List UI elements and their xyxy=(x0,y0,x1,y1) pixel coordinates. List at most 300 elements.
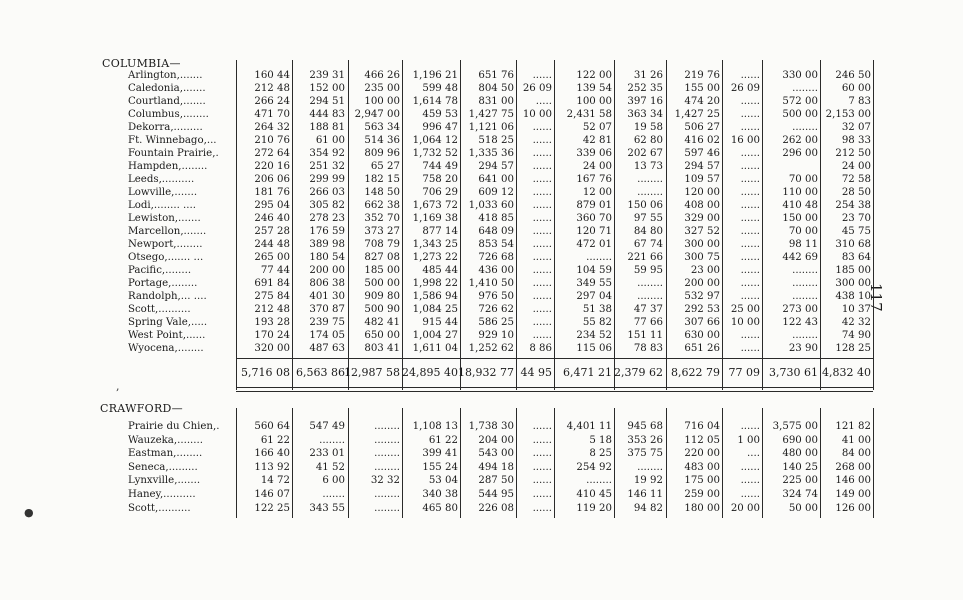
amount-cell: 307 66 xyxy=(684,317,720,328)
amount-cell: 474 20 xyxy=(684,96,720,107)
amount-cell: 234 52 xyxy=(576,330,612,341)
amount-cell: 2,153 00 xyxy=(825,109,871,120)
amount-cell: 212 50 xyxy=(835,148,871,159)
column-rule xyxy=(348,408,349,518)
amount-cell: 55 82 xyxy=(582,317,612,328)
town-name: Eastman,........ xyxy=(128,448,203,460)
town-name: Ft. Winnebago,... xyxy=(128,135,217,146)
amount-cell: ...... xyxy=(532,421,552,432)
table-row xyxy=(0,252,963,264)
amount-cell: 84 00 xyxy=(841,448,871,460)
amount-cell: 343 55 xyxy=(309,502,345,514)
amount-cell: 1,673 72 xyxy=(412,200,458,211)
amount-cell: 563 34 xyxy=(364,122,400,133)
amount-cell: 23 70 xyxy=(841,213,871,224)
amount-cell: 268 00 xyxy=(835,461,871,473)
amount-cell: 167 76 xyxy=(576,174,612,185)
table-row xyxy=(0,148,963,160)
amount-cell: 5 18 xyxy=(589,434,612,446)
amount-cell: 299 99 xyxy=(309,174,345,185)
amount-cell: 23 90 xyxy=(788,343,818,354)
column-rule xyxy=(554,408,555,518)
table-row xyxy=(0,239,963,251)
total-cell: 18,932 77 xyxy=(458,366,514,379)
amount-cell: 275 84 xyxy=(254,291,290,302)
amount-cell: 1,738 30 xyxy=(468,421,514,432)
ink-mark: , xyxy=(116,380,120,393)
amount-cell: 51 38 xyxy=(582,304,612,315)
amount-cell: 42 81 xyxy=(582,135,612,146)
amount-cell: 706 29 xyxy=(422,187,458,198)
amount-cell: ...... xyxy=(532,70,552,81)
amount-cell: ...... xyxy=(740,330,760,341)
amount-cell: 174 05 xyxy=(309,330,345,341)
amount-cell: 180 54 xyxy=(309,252,345,263)
amount-cell: 61 22 xyxy=(428,434,458,446)
amount-cell: 10 00 xyxy=(730,317,760,328)
amount-cell: 465 80 xyxy=(422,502,458,514)
amount-cell: 140 25 xyxy=(782,461,818,473)
amount-cell: 650 00 xyxy=(364,330,400,341)
column-rule xyxy=(873,60,874,390)
amount-cell: 254 92 xyxy=(576,461,612,473)
table-row xyxy=(0,109,963,121)
amount-cell: 339 06 xyxy=(576,148,612,159)
amount-cell: ...... xyxy=(740,252,760,263)
table-row xyxy=(0,174,963,186)
amount-cell: 572 00 xyxy=(782,96,818,107)
amount-cell: ...... xyxy=(740,174,760,185)
amount-cell: 83 64 xyxy=(841,252,871,263)
column-rule xyxy=(762,60,763,390)
amount-cell: 827 08 xyxy=(364,252,400,263)
amount-cell: 31 26 xyxy=(633,70,663,81)
amount-cell: 60 00 xyxy=(841,83,871,94)
amount-cell: 599 48 xyxy=(422,83,458,94)
amount-cell: 182 15 xyxy=(364,174,400,185)
table-row xyxy=(0,475,963,487)
amount-cell: 324 74 xyxy=(782,489,818,500)
section-title-columbia: COLUMBIA— xyxy=(102,57,181,70)
town-name: Marcellon,....... xyxy=(128,226,207,237)
column-rule xyxy=(292,408,293,518)
amount-cell: ...... xyxy=(740,461,760,473)
amount-cell: 518 25 xyxy=(478,135,514,146)
amount-cell: 480 00 xyxy=(782,448,818,460)
amount-cell: 410 48 xyxy=(782,200,818,211)
town-name: Dekorra,......... xyxy=(128,122,203,133)
amount-cell: 202 67 xyxy=(627,148,663,159)
amount-cell: ...... xyxy=(532,252,552,263)
amount-cell: 1,084 25 xyxy=(412,304,458,315)
amount-cell: 648 09 xyxy=(478,226,514,237)
amount-cell: ...... xyxy=(740,343,760,354)
amount-cell: 831 00 xyxy=(478,96,514,107)
amount-cell: 104 59 xyxy=(576,265,612,276)
amount-cell: ........ xyxy=(637,461,663,473)
amount-cell: 879 01 xyxy=(576,200,612,211)
town-name: Caledonia,....... xyxy=(128,83,206,94)
amount-cell: 239 75 xyxy=(309,317,345,328)
amount-cell: ...... xyxy=(740,239,760,250)
column-rule xyxy=(722,408,723,518)
amount-cell: 482 41 xyxy=(364,317,400,328)
total-cell: 4,832 40 xyxy=(822,366,871,379)
column-rule xyxy=(666,408,667,518)
table-row xyxy=(0,187,963,199)
amount-cell: 708 79 xyxy=(364,239,400,250)
amount-cell: 126 00 xyxy=(835,502,871,514)
amount-cell: ...... xyxy=(740,148,760,159)
amount-cell: 1,273 22 xyxy=(412,252,458,263)
amount-cell: 1,169 38 xyxy=(412,213,458,224)
amount-cell: ...... xyxy=(532,265,552,276)
amount-cell: 1,611 04 xyxy=(412,343,458,354)
amount-cell: 10 37 xyxy=(841,304,871,315)
amount-cell: 176 59 xyxy=(309,226,345,237)
amount-cell: 597 46 xyxy=(684,148,720,159)
amount-cell: 500 00 xyxy=(364,278,400,289)
amount-cell: 109 57 xyxy=(684,174,720,185)
amount-cell: ...... xyxy=(532,461,552,473)
town-name: Leeds,.......... xyxy=(128,174,195,185)
amount-cell: 122 25 xyxy=(254,502,290,514)
amount-cell: ...... xyxy=(532,304,552,315)
amount-cell: 146 07 xyxy=(254,489,290,500)
amount-cell: 264 32 xyxy=(254,122,290,133)
amount-cell: 494 18 xyxy=(478,461,514,473)
amount-cell: 327 52 xyxy=(684,226,720,237)
amount-cell: 149 00 xyxy=(835,489,871,500)
amount-cell: 180 00 xyxy=(684,502,720,514)
amount-cell: 500 90 xyxy=(364,304,400,315)
amount-cell: 74 90 xyxy=(841,330,871,341)
amount-cell: 16 00 xyxy=(730,135,760,146)
amount-cell: 246 50 xyxy=(835,70,871,81)
amount-cell: ........ xyxy=(792,122,818,133)
amount-cell: 408 00 xyxy=(684,200,720,211)
amount-cell: 442 69 xyxy=(782,252,818,263)
amount-cell: 112 05 xyxy=(684,434,720,446)
amount-cell: 32 07 xyxy=(841,122,871,133)
amount-cell: 349 55 xyxy=(576,278,612,289)
amount-cell: 6 00 xyxy=(322,475,345,487)
amount-cell: 28 50 xyxy=(841,187,871,198)
amount-cell: 485 44 xyxy=(422,265,458,276)
amount-cell: ...... xyxy=(740,187,760,198)
amount-cell: 272 64 xyxy=(254,148,290,159)
amount-cell: 52 07 xyxy=(582,122,612,133)
town-name: Courtland,....... xyxy=(128,96,206,107)
amount-cell: 310 68 xyxy=(835,239,871,250)
amount-cell: ...... xyxy=(740,265,760,276)
amount-cell: 50 00 xyxy=(788,502,818,514)
total-cell: 3,730 61 xyxy=(769,366,818,379)
amount-cell: 294 51 xyxy=(309,96,345,107)
amount-cell: 53 04 xyxy=(428,475,458,487)
amount-cell: 61 22 xyxy=(260,434,290,446)
town-name: Hampden,........ xyxy=(128,161,208,172)
amount-cell: 609 12 xyxy=(478,187,514,198)
column-rule xyxy=(873,408,874,518)
town-name: Lodi,........ .... xyxy=(128,200,197,211)
amount-cell: 397 16 xyxy=(627,96,663,107)
amount-cell: 399 41 xyxy=(422,448,458,460)
amount-cell: 146 00 xyxy=(835,475,871,487)
amount-cell: 62 80 xyxy=(633,135,663,146)
amount-cell: 1,998 22 xyxy=(412,278,458,289)
amount-cell: 119 20 xyxy=(576,502,612,514)
amount-cell: 500 00 xyxy=(782,109,818,120)
amount-cell: 25 00 xyxy=(730,304,760,315)
amount-cell: 483 00 xyxy=(684,461,720,473)
amount-cell: 24 00 xyxy=(582,161,612,172)
total-cell: 6,471 21 xyxy=(563,366,612,379)
amount-cell: 41 00 xyxy=(841,434,871,446)
amount-cell: 113 92 xyxy=(254,461,290,473)
amount-cell: ...... xyxy=(532,213,552,224)
amount-cell: 909 80 xyxy=(364,291,400,302)
total-cell: 44 95 xyxy=(520,366,552,379)
amount-cell: ...... xyxy=(740,278,760,289)
amount-cell: ...... xyxy=(532,291,552,302)
amount-cell: 945 68 xyxy=(627,421,663,432)
amount-cell: 239 31 xyxy=(309,70,345,81)
amount-cell: 329 00 xyxy=(684,213,720,224)
amount-cell: 444 83 xyxy=(309,109,345,120)
amount-cell: ...... xyxy=(532,161,552,172)
amount-cell: 320 00 xyxy=(254,343,290,354)
table-row xyxy=(0,435,963,447)
amount-cell: 804 50 xyxy=(478,83,514,94)
total-cell: 24,895 40 xyxy=(402,366,458,379)
column-rule xyxy=(762,408,763,518)
amount-cell: ........ xyxy=(374,448,400,460)
amount-cell: 160 44 xyxy=(254,70,290,81)
amount-cell: 19 92 xyxy=(633,475,663,487)
table-row xyxy=(0,161,963,173)
amount-cell: 72 58 xyxy=(841,174,871,185)
amount-cell: 8 86 xyxy=(529,343,552,354)
column-rule xyxy=(516,60,517,390)
table-row xyxy=(0,213,963,225)
town-name: Lowville,....... xyxy=(128,187,198,198)
amount-cell: 150 06 xyxy=(627,200,663,211)
amount-cell: 758 20 xyxy=(422,174,458,185)
amount-cell: ...... xyxy=(532,148,552,159)
town-name: Arlington,....... xyxy=(128,70,203,81)
amount-cell: 246 40 xyxy=(254,213,290,224)
town-name: Wauzeka,........ xyxy=(128,434,204,446)
amount-cell: ...... xyxy=(740,226,760,237)
amount-cell: 363 34 xyxy=(627,109,663,120)
total-cell: 77 09 xyxy=(728,366,760,379)
amount-cell: 996 47 xyxy=(422,122,458,133)
amount-cell: ........ xyxy=(374,461,400,473)
column-rule xyxy=(820,60,821,390)
town-name: Fountain Prairie,. xyxy=(128,148,219,159)
amount-cell: 806 38 xyxy=(309,278,345,289)
amount-cell: 185 00 xyxy=(835,265,871,276)
amount-cell: 410 45 xyxy=(576,489,612,500)
amount-cell: 726 68 xyxy=(478,252,514,263)
amount-cell: 375 75 xyxy=(627,448,663,460)
town-name: Spring Vale,..... xyxy=(128,317,208,328)
amount-cell: 42 32 xyxy=(841,317,871,328)
amount-cell: 32 32 xyxy=(370,475,400,487)
amount-cell: 1,252 62 xyxy=(468,343,514,354)
amount-cell: 252 35 xyxy=(627,83,663,94)
amount-cell: 254 38 xyxy=(835,200,871,211)
town-name: Wyocena,........ xyxy=(128,343,204,354)
amount-cell: ...... xyxy=(740,291,760,302)
amount-cell: 292 53 xyxy=(684,304,720,315)
amount-cell: 122 43 xyxy=(782,317,818,328)
page-number: 117 xyxy=(867,283,885,312)
amount-cell: 148 50 xyxy=(364,187,400,198)
amount-cell: 70 00 xyxy=(788,174,818,185)
amount-cell: 152 00 xyxy=(309,83,345,94)
amount-cell: ........ xyxy=(374,489,400,500)
amount-cell: 200 00 xyxy=(309,265,345,276)
amount-cell: 300 00 xyxy=(835,278,871,289)
amount-cell: 26 09 xyxy=(522,83,552,94)
amount-cell: 389 98 xyxy=(309,239,345,250)
amount-cell: 188 81 xyxy=(309,122,345,133)
amount-cell: 466 26 xyxy=(364,70,400,81)
amount-cell: 487 63 xyxy=(309,343,345,354)
amount-cell: 472 01 xyxy=(576,239,612,250)
amount-cell: 1 00 xyxy=(737,434,760,446)
amount-cell: 8 25 xyxy=(589,448,612,460)
amount-cell: 262 00 xyxy=(782,135,818,146)
amount-cell: 120 00 xyxy=(684,187,720,198)
amount-cell: 929 10 xyxy=(478,330,514,341)
total-cell: 2,379 62 xyxy=(614,366,663,379)
amount-cell: 115 06 xyxy=(576,343,612,354)
amount-cell: 297 04 xyxy=(576,291,612,302)
amount-cell: 166 40 xyxy=(254,448,290,460)
amount-cell: 128 25 xyxy=(835,343,871,354)
amount-cell: 273 00 xyxy=(782,304,818,315)
amount-cell: 24 00 xyxy=(841,161,871,172)
amount-cell: 110 00 xyxy=(782,187,818,198)
amount-cell: ...... xyxy=(532,200,552,211)
amount-cell: ........ xyxy=(637,187,663,198)
amount-cell: 59 95 xyxy=(633,265,663,276)
column-rule xyxy=(402,60,403,390)
amount-cell: 1,427 25 xyxy=(674,109,720,120)
amount-cell: 210 76 xyxy=(254,135,290,146)
amount-cell: 373 27 xyxy=(364,226,400,237)
amount-cell: ........ xyxy=(374,421,400,432)
amount-cell: 100 00 xyxy=(364,96,400,107)
amount-cell: 150 00 xyxy=(782,213,818,224)
amount-cell: 1,343 25 xyxy=(412,239,458,250)
town-name: Randolph,... .... xyxy=(128,291,207,302)
amount-cell: 26 09 xyxy=(730,83,760,94)
amount-cell: 233 01 xyxy=(309,448,345,460)
amount-cell: 352 70 xyxy=(364,213,400,224)
amount-cell: 1,121 06 xyxy=(468,122,514,133)
town-name: Pacific,........ xyxy=(128,265,192,276)
amount-cell: ...... xyxy=(740,213,760,224)
ink-blot: ● xyxy=(24,506,34,519)
column-rule xyxy=(236,60,237,390)
amount-cell: 266 03 xyxy=(309,187,345,198)
amount-cell: ...... xyxy=(532,278,552,289)
amount-cell: 1,004 27 xyxy=(412,330,458,341)
amount-cell: 13 73 xyxy=(633,161,663,172)
amount-cell: ...... xyxy=(532,434,552,446)
total-cell: 8,622 79 xyxy=(671,366,720,379)
column-rule xyxy=(402,408,403,518)
amount-cell: 98 33 xyxy=(841,135,871,146)
amount-cell: 77 66 xyxy=(633,317,663,328)
amount-cell: 61 00 xyxy=(315,135,345,146)
amount-cell: 691 84 xyxy=(254,278,290,289)
amount-cell: 853 54 xyxy=(478,239,514,250)
column-rule xyxy=(348,60,349,390)
table-row xyxy=(0,265,963,277)
amount-cell: 2,947 00 xyxy=(354,109,400,120)
amount-cell: 220 16 xyxy=(254,161,290,172)
column-rule xyxy=(820,408,821,518)
amount-cell: 353 26 xyxy=(627,434,663,446)
amount-cell: 809 96 xyxy=(364,148,400,159)
amount-cell: 690 00 xyxy=(782,434,818,446)
amount-cell: 155 00 xyxy=(684,83,720,94)
table-row xyxy=(0,421,963,433)
amount-cell: 78 83 xyxy=(633,343,663,354)
amount-cell: ...... xyxy=(740,96,760,107)
amount-cell: 23 00 xyxy=(690,265,720,276)
column-rule xyxy=(554,60,555,390)
amount-cell: 295 04 xyxy=(254,200,290,211)
amount-cell: 401 30 xyxy=(309,291,345,302)
amount-cell: 251 32 xyxy=(309,161,345,172)
amount-cell: 416 02 xyxy=(684,135,720,146)
amount-cell: 547 49 xyxy=(309,421,345,432)
amount-cell: 146 11 xyxy=(627,489,663,500)
amount-cell: 219 76 xyxy=(684,70,720,81)
amount-cell: 225 00 xyxy=(782,475,818,487)
amount-cell: 300 00 xyxy=(684,239,720,250)
amount-cell: ...... xyxy=(532,330,552,341)
amount-cell: 330 00 xyxy=(782,70,818,81)
amount-cell: 212 48 xyxy=(254,83,290,94)
amount-cell: 514 36 xyxy=(364,135,400,146)
table-row xyxy=(0,200,963,212)
column-rule xyxy=(722,60,723,390)
amount-cell: 120 71 xyxy=(576,226,612,237)
town-name: Otsego,....... ... xyxy=(128,252,204,263)
amount-cell: 121 82 xyxy=(835,421,871,432)
amount-cell: ...... xyxy=(740,161,760,172)
town-name: West Point,...... xyxy=(128,330,206,341)
amount-cell: ........ xyxy=(374,502,400,514)
amount-cell: 181 76 xyxy=(254,187,290,198)
town-name: Portage,........ xyxy=(128,278,198,289)
amount-cell: 170 24 xyxy=(254,330,290,341)
table-row xyxy=(0,489,963,501)
table-row xyxy=(0,291,963,303)
totals-row xyxy=(0,367,963,379)
amount-cell: 418 85 xyxy=(478,213,514,224)
amount-cell: 877 14 xyxy=(422,226,458,237)
amount-cell: 67 74 xyxy=(633,239,663,250)
total-cell: 5,716 08 xyxy=(241,366,290,379)
